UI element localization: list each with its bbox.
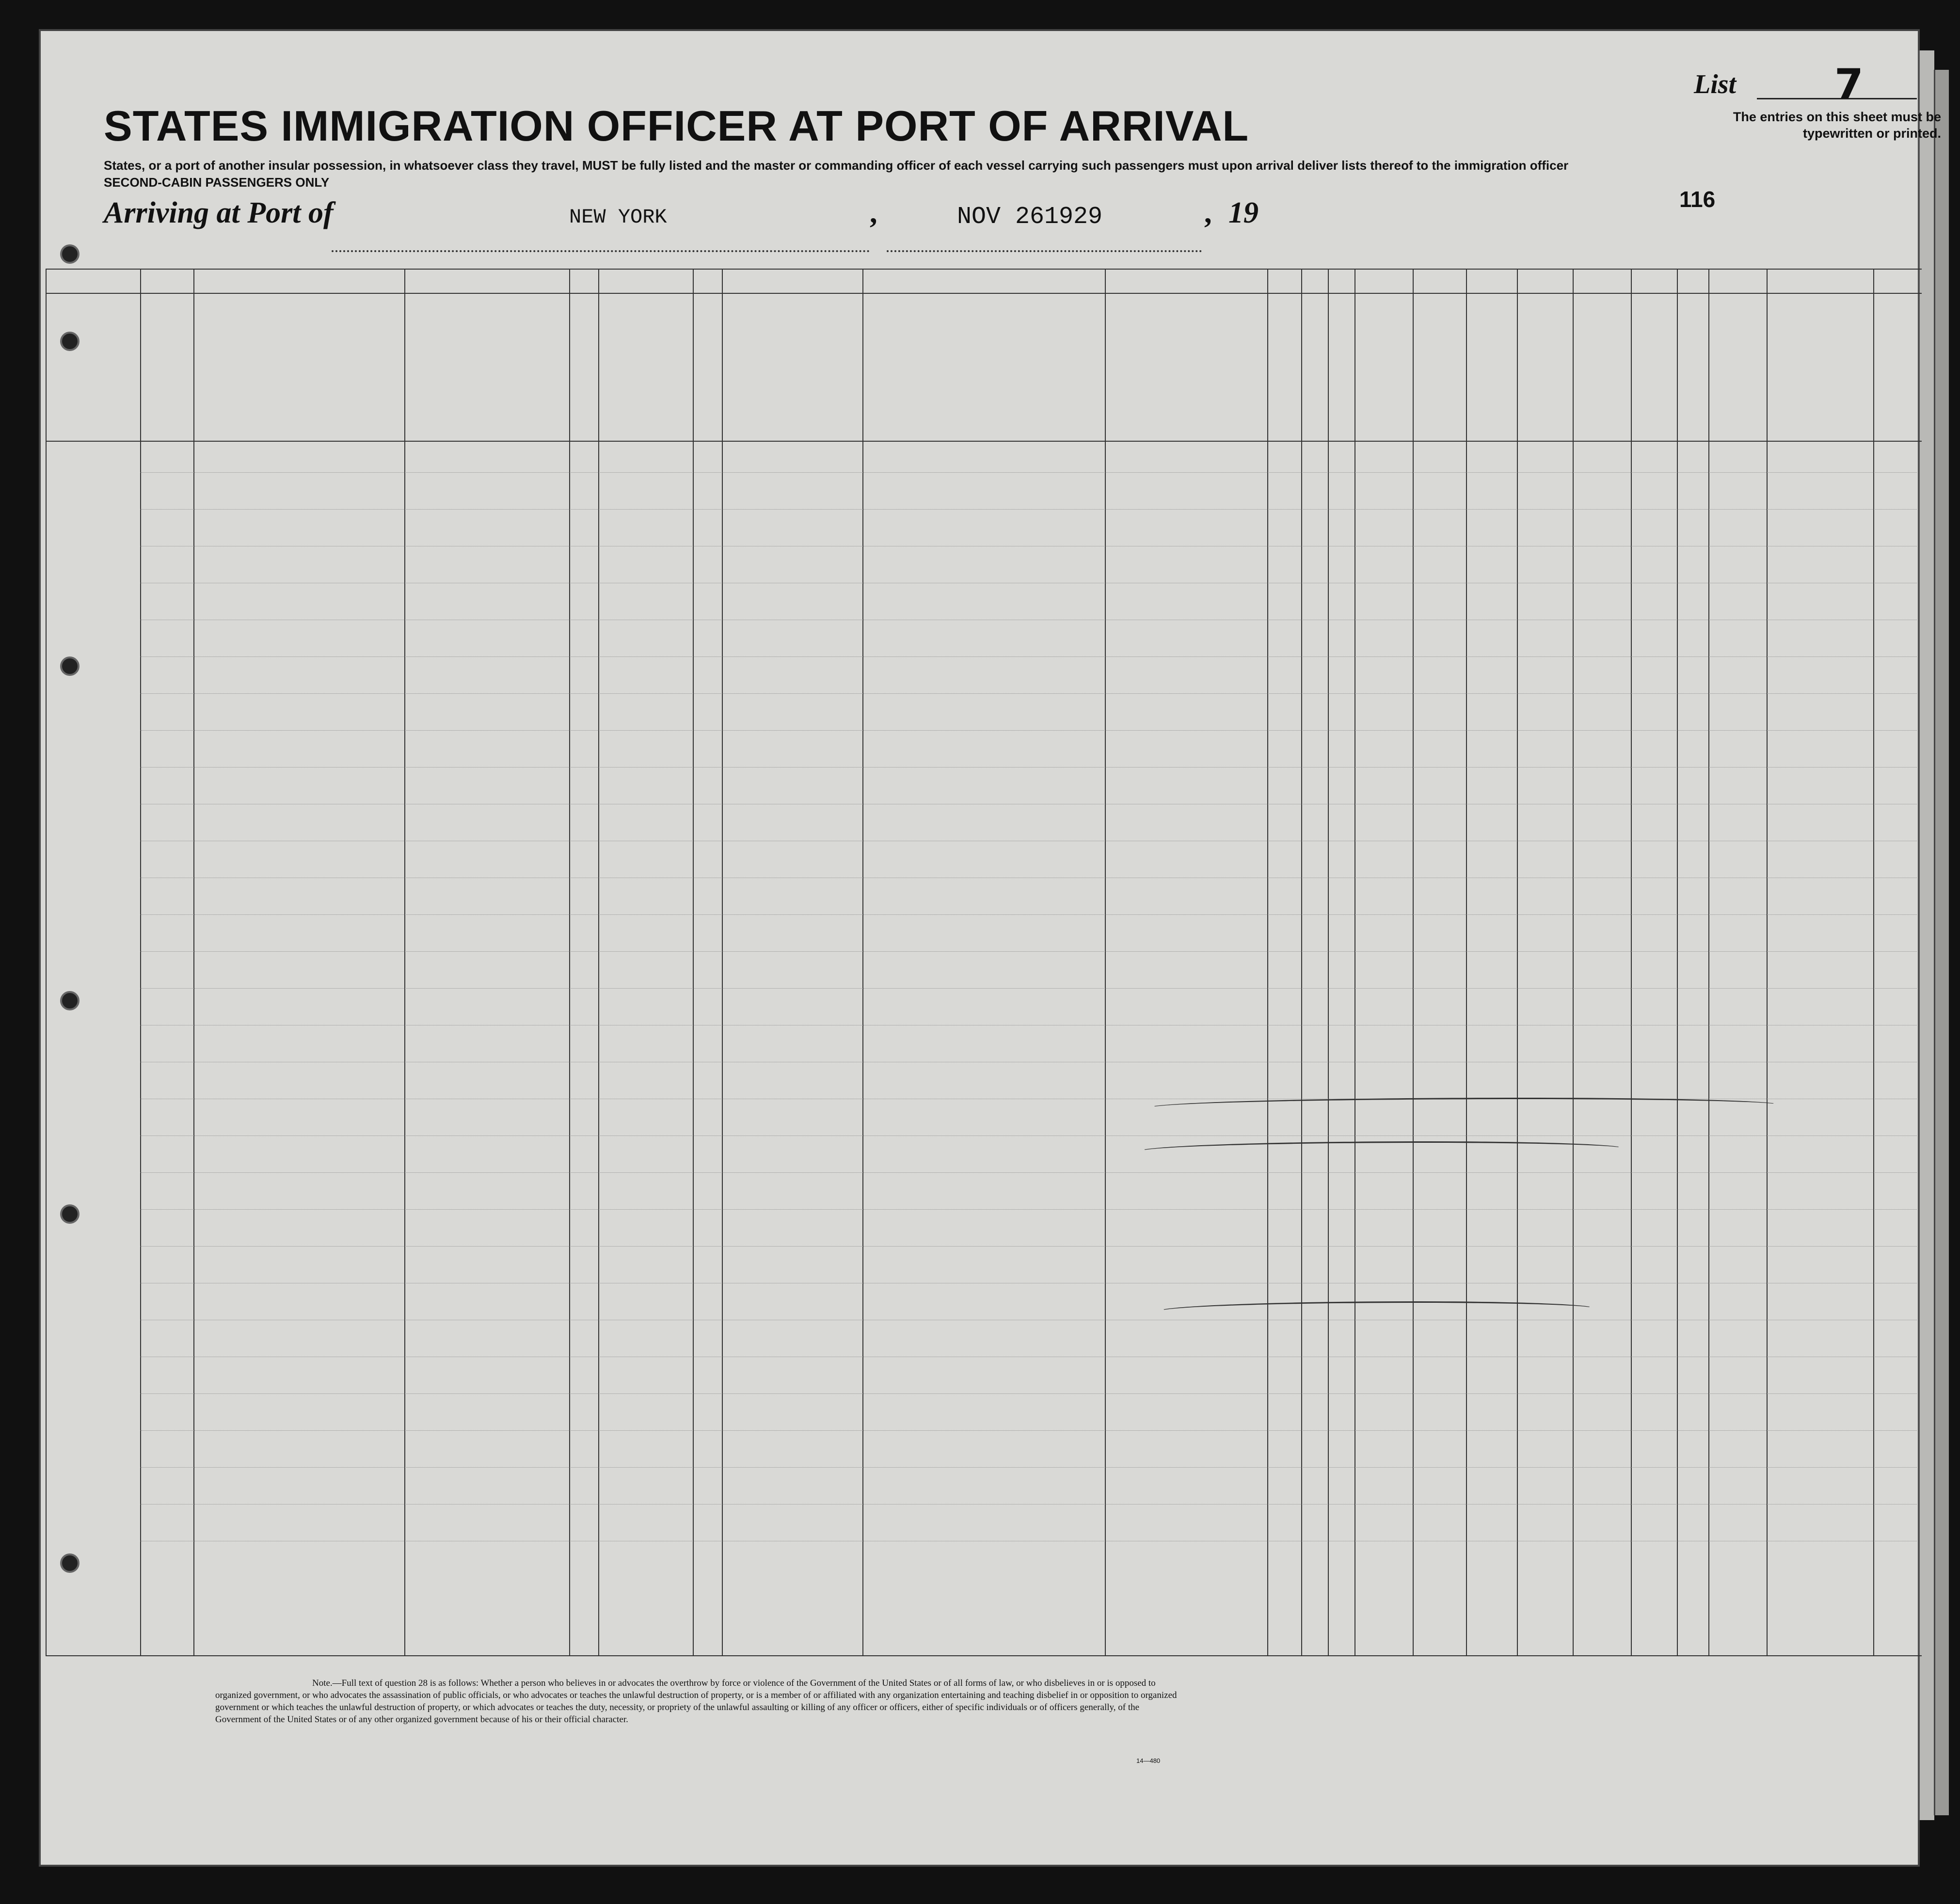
column-header [1575,346,1631,424]
column-rule [193,269,194,1655]
column-header [1771,380,1868,409]
separator: , [1204,196,1212,229]
column-header [1107,320,1267,334]
year-label: 19 [1228,196,1259,229]
column-subheader [1636,409,1650,433]
handwritten-annotation [1136,1141,1624,1159]
column-header [1333,303,1352,433]
column-rule [1708,269,1709,1655]
handwritten-annotation [1156,1301,1595,1319]
sheet-number: 116 [1679,187,1716,212]
row-rule [140,951,1917,952]
column-subheader [1185,336,1204,433]
binder-hole [60,244,80,264]
row-rule [140,988,1917,989]
column-rule [1573,269,1574,1655]
date-stamp: NOV 261929 [957,203,1103,231]
column-rule [1767,269,1768,1655]
column-rule [1466,269,1467,1655]
column-header [761,322,862,361]
row-rule [46,293,1922,294]
column-rule [46,269,47,1655]
column-header [1713,341,1767,356]
binder-hole [60,1204,80,1224]
column-rule [722,269,723,1655]
row-rule [140,1393,1917,1394]
row-rule [140,656,1917,657]
handwritten-annotation [1146,1098,1779,1115]
binder-hole [60,332,80,351]
list-label: List [1694,69,1737,99]
table-bottom-rule [46,1655,1922,1656]
column-rule [1677,269,1678,1655]
column-header [201,341,399,400]
row-rule [140,1172,1917,1173]
column-header [1272,303,1296,433]
footnote: Note.—Full text of question 28 is as follows: Whether a person who believes in or advocates the overthrow by force or violence of the Government of the United States or of all forms of law, or who disbelieves in or is opposed to organized government, or who advocates the assassination of public officials, or who advocates or teaches the unlawful destruction of property, or is a member of or affiliated with any organization entertaining and teaching disbelief in or opposition to organized government or which teaches the unlawful destruction of property, or which advocates or teaches the duty, necessity, or propriety of the unlawful assaulting or killing of any officer or officers, either of specific individuals or of officers generally, of the Government of the United States or of any other organized government because of his or their official character. [215,1678,1177,1725]
port-underline [332,250,870,252]
column-header [143,332,191,390]
row-rule [140,472,1917,473]
column-rule [862,269,863,1655]
column-header [1471,303,1514,433]
row-rule [140,730,1917,731]
arriving-label: Arriving at Port of [104,196,334,229]
row-rule [46,441,1922,442]
column-header [1633,336,1677,351]
row-rule [46,269,1922,270]
row-rule [140,1246,1917,1247]
column-subheader [1657,404,1672,433]
binder-hole [60,991,80,1010]
column-subheader [1233,336,1253,433]
column-header [572,303,591,433]
column-rule [1517,269,1518,1655]
form-number: 14—480 [1136,1757,1161,1764]
row-rule [140,1430,1917,1431]
column-rule [598,269,599,1655]
binder-hole [60,656,80,676]
column-rule [693,269,694,1655]
binder-hole [60,1553,80,1573]
column-header [1306,303,1325,433]
column-header [409,303,564,322]
column-rule [1631,269,1632,1655]
manifest-sheet [39,29,1941,1867]
column-rule [1413,269,1414,1655]
row-rule [140,1209,1917,1210]
column-header [1418,303,1461,433]
port-value: NEW YORK [569,206,667,229]
date-underline [887,250,1202,252]
row-rule [140,693,1917,694]
row-rule [140,1467,1917,1468]
column-subheader [1144,336,1163,433]
subtitle: SECOND-CABIN PASSENGERS ONLY [104,175,330,190]
column-rule [1873,269,1874,1655]
column-rule [1301,269,1302,1655]
page-title: STATES IMMIGRATION OFFICER AT PORT OF ARRIVAL [104,102,1249,150]
column-rule [140,269,141,1655]
column-rule [1354,269,1355,1655]
separator: , [870,196,877,229]
column-rule [1328,269,1329,1655]
row-rule [140,767,1917,768]
column-rule [404,269,405,1655]
column-header [724,303,744,433]
row-rule [140,509,1917,510]
page-edge [1918,50,1934,1820]
list-number: 7 [1834,60,1864,109]
column-rule [1105,269,1106,1655]
column-rule [1267,269,1268,1655]
column-header [603,322,690,351]
column-header [1679,370,1708,400]
subtitle: States, or a port of another insular possession, in whatsoever class they travel, MUST be fully listed and the master or commanding officer of each vessel carrying such passengers must upon arrival deliver lists thereof to the immigration officer [104,158,1569,173]
column-header [1519,346,1573,424]
page-edge [1934,70,1949,1815]
column-rule [569,269,570,1655]
column-header [870,361,1102,424]
list-note: The entries on this sheet must be typewritten or printed. [1733,110,1941,141]
row-rule [140,914,1917,915]
column-header [1359,303,1408,433]
